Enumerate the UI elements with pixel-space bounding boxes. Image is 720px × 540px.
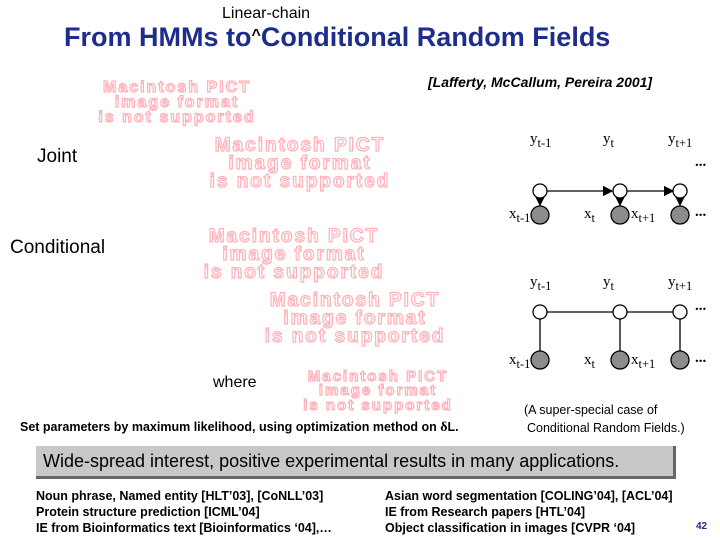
x-sub: t-1	[516, 211, 531, 225]
x-sub: t+1	[638, 211, 656, 225]
pict-line: image format	[222, 244, 366, 266]
title-post: Conditional Random Fields	[260, 22, 611, 52]
crf-state-node	[673, 305, 687, 319]
x-letter: x	[584, 206, 592, 222]
x-sub: t-1	[516, 357, 531, 371]
x-letter: x	[509, 206, 517, 222]
reference-item: Object classification in images [CVPR ‘04]	[385, 521, 636, 535]
special-case-line1: (A super-special case of	[524, 403, 658, 417]
y-letter: y	[603, 131, 611, 147]
crf-obs-node	[531, 351, 549, 369]
pict-line: Macintosh PICT	[102, 79, 251, 96]
x-letter: x	[584, 352, 592, 368]
y-letter: y	[668, 131, 676, 147]
summary-banner: Wide-spread interest, positive experimental results in many applications.	[36, 446, 676, 479]
pict-line: image format	[228, 153, 372, 175]
pict-line: is not supported	[203, 262, 385, 284]
delta-symbol: δ	[440, 420, 448, 435]
pict-line: Macintosh PICT	[208, 226, 380, 247]
hmm-state-node	[533, 184, 547, 198]
citation: [Lafferty, McCallum, Pereira 2001]	[428, 74, 653, 90]
reference-item: IE from Research papers [HTL’04]	[385, 505, 586, 519]
pict-line: Macintosh PICT	[214, 135, 386, 156]
hmm-obs-node	[611, 206, 629, 224]
label-x-cur	[584, 352, 595, 372]
x-sub: t+1	[638, 357, 656, 371]
set-params-body: Set parameters by maximum likelihood, using optimization method on	[20, 420, 441, 434]
label-y-cur	[603, 131, 614, 151]
y-letter: y	[530, 274, 538, 290]
y-sub: t+1	[675, 136, 693, 150]
label-x-prev	[509, 352, 530, 372]
page-number: 42	[696, 521, 708, 532]
x-letter: x	[509, 352, 517, 368]
pict-line: image format	[318, 382, 438, 400]
x-sub: t	[591, 211, 595, 225]
label-x-next	[631, 206, 655, 226]
crf-obs-node	[671, 351, 689, 369]
pict-line: is not supported	[264, 326, 446, 348]
crf-state-node	[533, 305, 547, 319]
pict-line: is not supported	[98, 109, 256, 127]
reference-item: Noun phrase, Named entity [HLT’03], [CoNLL’03]	[36, 489, 324, 503]
pict-placeholder-3	[138, 228, 450, 282]
title-caret: ^	[251, 27, 261, 44]
label-y-prev	[530, 131, 551, 151]
reference-item: IE from Bioinformatics text [Bioinformatics ‘04],…	[36, 521, 332, 535]
crf-state-node	[613, 305, 627, 319]
pict-placeholder-2	[150, 137, 450, 191]
conditional-label: Conditional	[10, 237, 106, 258]
x-letter: x	[631, 206, 639, 222]
crf-obs-node	[611, 351, 629, 369]
page-title	[64, 22, 610, 53]
ellipsis: ...	[695, 298, 707, 314]
label-x-cur	[584, 206, 595, 226]
joint-label: Joint	[37, 146, 78, 167]
left-references	[36, 488, 332, 536]
where-label: where	[213, 374, 257, 391]
y-sub: t	[610, 136, 614, 150]
pict-placeholder-1	[36, 80, 318, 126]
x-letter: x	[631, 352, 639, 368]
right-references	[385, 488, 673, 536]
label-y-next	[668, 274, 692, 294]
pict-line: is not supported	[303, 396, 453, 414]
label-x-prev	[509, 206, 530, 226]
y-sub: t+1	[675, 279, 693, 293]
pict-line: image format	[283, 308, 427, 330]
pict-line: Macintosh PICT	[269, 290, 441, 311]
title-insert: Linear-chain	[222, 5, 311, 22]
reference-item: Asian word segmentation [COLING’04], [ACL’04]	[385, 489, 673, 503]
ellipsis: ...	[695, 204, 707, 220]
y-sub: t-1	[537, 136, 552, 150]
crf-graph	[500, 280, 720, 380]
hmm-state-node	[613, 184, 627, 198]
pict-line: is not supported	[209, 171, 391, 193]
title-pre: From HMMs to	[64, 22, 252, 52]
label-x-next	[631, 352, 655, 372]
y-letter: y	[668, 274, 676, 290]
special-case-note	[522, 401, 685, 437]
ellipsis: ...	[695, 350, 707, 366]
ellipsis: ...	[695, 154, 707, 170]
hmm-state-node	[673, 184, 687, 198]
hmm-obs-node	[531, 206, 549, 224]
x-sub: t	[591, 357, 595, 371]
pict-placeholder-5	[268, 370, 488, 413]
pict-placeholder-4	[205, 292, 505, 346]
y-sub: t	[610, 279, 614, 293]
label-y-prev	[530, 274, 551, 294]
pict-line: image format	[114, 94, 240, 112]
set-parameters-text	[20, 420, 459, 436]
y-letter: y	[530, 131, 538, 147]
y-letter: y	[603, 274, 611, 290]
set-params-suffix: L.	[447, 420, 459, 434]
y-sub: t-1	[537, 279, 552, 293]
special-case-line2: Conditional Random Fields.)	[527, 421, 685, 435]
label-y-cur	[603, 274, 614, 294]
reference-item: Protein structure prediction [ICML’04]	[36, 505, 260, 519]
pict-line: Macintosh PICT	[307, 368, 449, 385]
label-y-next	[668, 131, 692, 151]
hmm-obs-node	[671, 206, 689, 224]
